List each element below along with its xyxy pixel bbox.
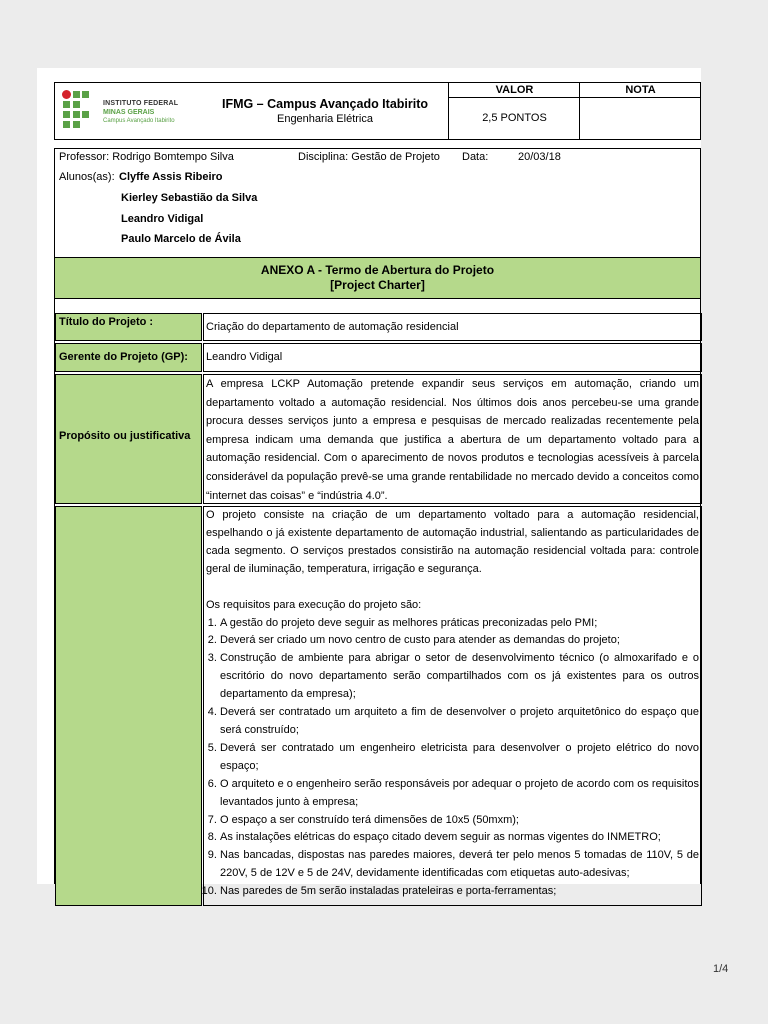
alunos-label: Alunos(as): xyxy=(59,171,115,183)
disciplina-name: Gestão de Projeto xyxy=(351,151,440,163)
professor-name: Rodrigo Bomtempo Silva xyxy=(112,151,234,163)
ifmg-logo-text: INSTITUTO FEDERAL MINAS GERAIS Campus Avançado Itabirito xyxy=(103,100,179,124)
descricao-value xyxy=(203,506,702,906)
list-item: 4. Deverá ser contratado um arquiteto a fim de desenvolver o projeto arquitetônico do espaço que será construído; xyxy=(220,704,699,740)
list-item: 10. Nas paredes de 5m serão instaladas prateleiras e porta-ferramentas; xyxy=(220,883,699,901)
list-item: 8. As instalações elétricas do espaço citado devem seguir as normas vigentes do INMETRO; xyxy=(220,829,699,847)
titulo-label: Título do Projeto : xyxy=(55,313,202,341)
proposito-label: Propósito ou justificativa xyxy=(55,374,202,504)
descricao-intro: O projeto consiste na criação de um departamento voltado para a automação residencial, espelhando o já existente departamento de automação industrial, salientando as particularidades de cada segmento. O serviços prestados consistirão na automação residencial voltada para: controle geral de iluminação, temperatura, irrigação e segurança. xyxy=(206,509,699,575)
annex-title: ANEXO A - Termo de Abertura do Projeto xyxy=(260,263,495,277)
page-indicator: 1/4 xyxy=(713,963,729,975)
proposito-value: A empresa LCKP Automação pretende expandir seus serviços em automação, criando um departamento voltado a automação residencial. Nos últimos dois anos percebeu-se uma grande procura desses serviços junto a empresa e pesquisas de mercado realizadas recentemente pela empresa indicam uma demanda que justifica a abertura de um departamento voltado para a automação residencial. Com o aparecimento de novos produtos e tecnologias acessíveis à parcela considerável da população prevê-se uma grande rentabilidade no mercado devido a conceitos como “internet das coisas” e “indústria 4.0”. xyxy=(203,374,702,504)
disciplina-line xyxy=(298,151,440,163)
requisitos-list xyxy=(206,615,699,902)
ifmg-logo-icon xyxy=(63,91,89,131)
requisitos-title: Os requisitos para execução do projeto são: xyxy=(206,598,422,611)
list-item: 6. O arquiteto e o engenheiro serão responsáveis por adequar o projeto de acordo com os requisitos levantados junto à empresa; xyxy=(220,776,699,812)
institution-title: IFMG – Campus Avançado Itabirito xyxy=(221,97,429,111)
gerente-value: Leandro Vidigal xyxy=(203,343,702,372)
valor-column xyxy=(448,83,580,139)
valor-value: 2,5 PONTOS xyxy=(482,112,547,124)
list-item: 2. Deverá ser criado um novo centro de custo para atender as demandas do projeto; xyxy=(220,632,699,650)
titulo-value: Criação do departamento de automação residencial xyxy=(203,313,702,341)
data-label: Data: xyxy=(462,151,489,163)
list-item: 5. Deverá ser contratado um engenheiro eletricista para desenvolver o projeto elétrico do novo espaço; xyxy=(220,740,699,776)
disciplina-label: Disciplina: xyxy=(298,151,349,163)
descricao-label xyxy=(55,506,202,906)
ifmg-logo xyxy=(63,89,203,135)
annex-banner xyxy=(55,257,700,299)
professor-label: Professor: xyxy=(59,151,110,163)
list-item: 1. A gestão do projeto deve seguir as melhores práticas preconizadas pelo PMI; xyxy=(220,615,699,633)
list-item: 3. Construção de ambiente para abrigar o setor de desenvolvimento técnico (o almoxarifado e o escritório do novo departamento serão compartilhados com os já existentes para os outros departamento da empresa); xyxy=(220,650,699,704)
aluno-name: Leandro Vidigal xyxy=(121,213,204,225)
list-item: 9. Nas bancadas, dispostas nas paredes maiores, deverá ter pelo menos 5 tomadas de 110V, 5 de 220V, 5 de 12V e 5 de 24V, devidamente identificadas com etiquetas auto-adesivas; xyxy=(220,847,699,883)
nota-label: NOTA xyxy=(580,83,701,98)
data-value: 20/03/18 xyxy=(518,151,561,163)
course-subtitle: Engenharia Elétrica xyxy=(276,113,373,125)
document-header xyxy=(54,82,701,140)
course-info-box xyxy=(54,148,701,898)
aluno-name: Clyffe Assis Ribeiro xyxy=(119,171,223,183)
nota-column xyxy=(579,83,701,139)
document-page xyxy=(37,68,701,898)
professor-line xyxy=(59,151,234,163)
valor-label: VALOR xyxy=(449,83,580,98)
annex-subtitle: [Project Charter] xyxy=(330,278,425,292)
aluno-name: Paulo Marcelo de Ávila xyxy=(121,233,241,245)
list-item: 7. O espaço a ser construído terá dimensões de 10x5 (50mxm); xyxy=(220,812,699,830)
aluno-name: Kierley Sebastião da Silva xyxy=(121,192,258,204)
gerente-label: Gerente do Projeto (GP): xyxy=(55,343,202,372)
